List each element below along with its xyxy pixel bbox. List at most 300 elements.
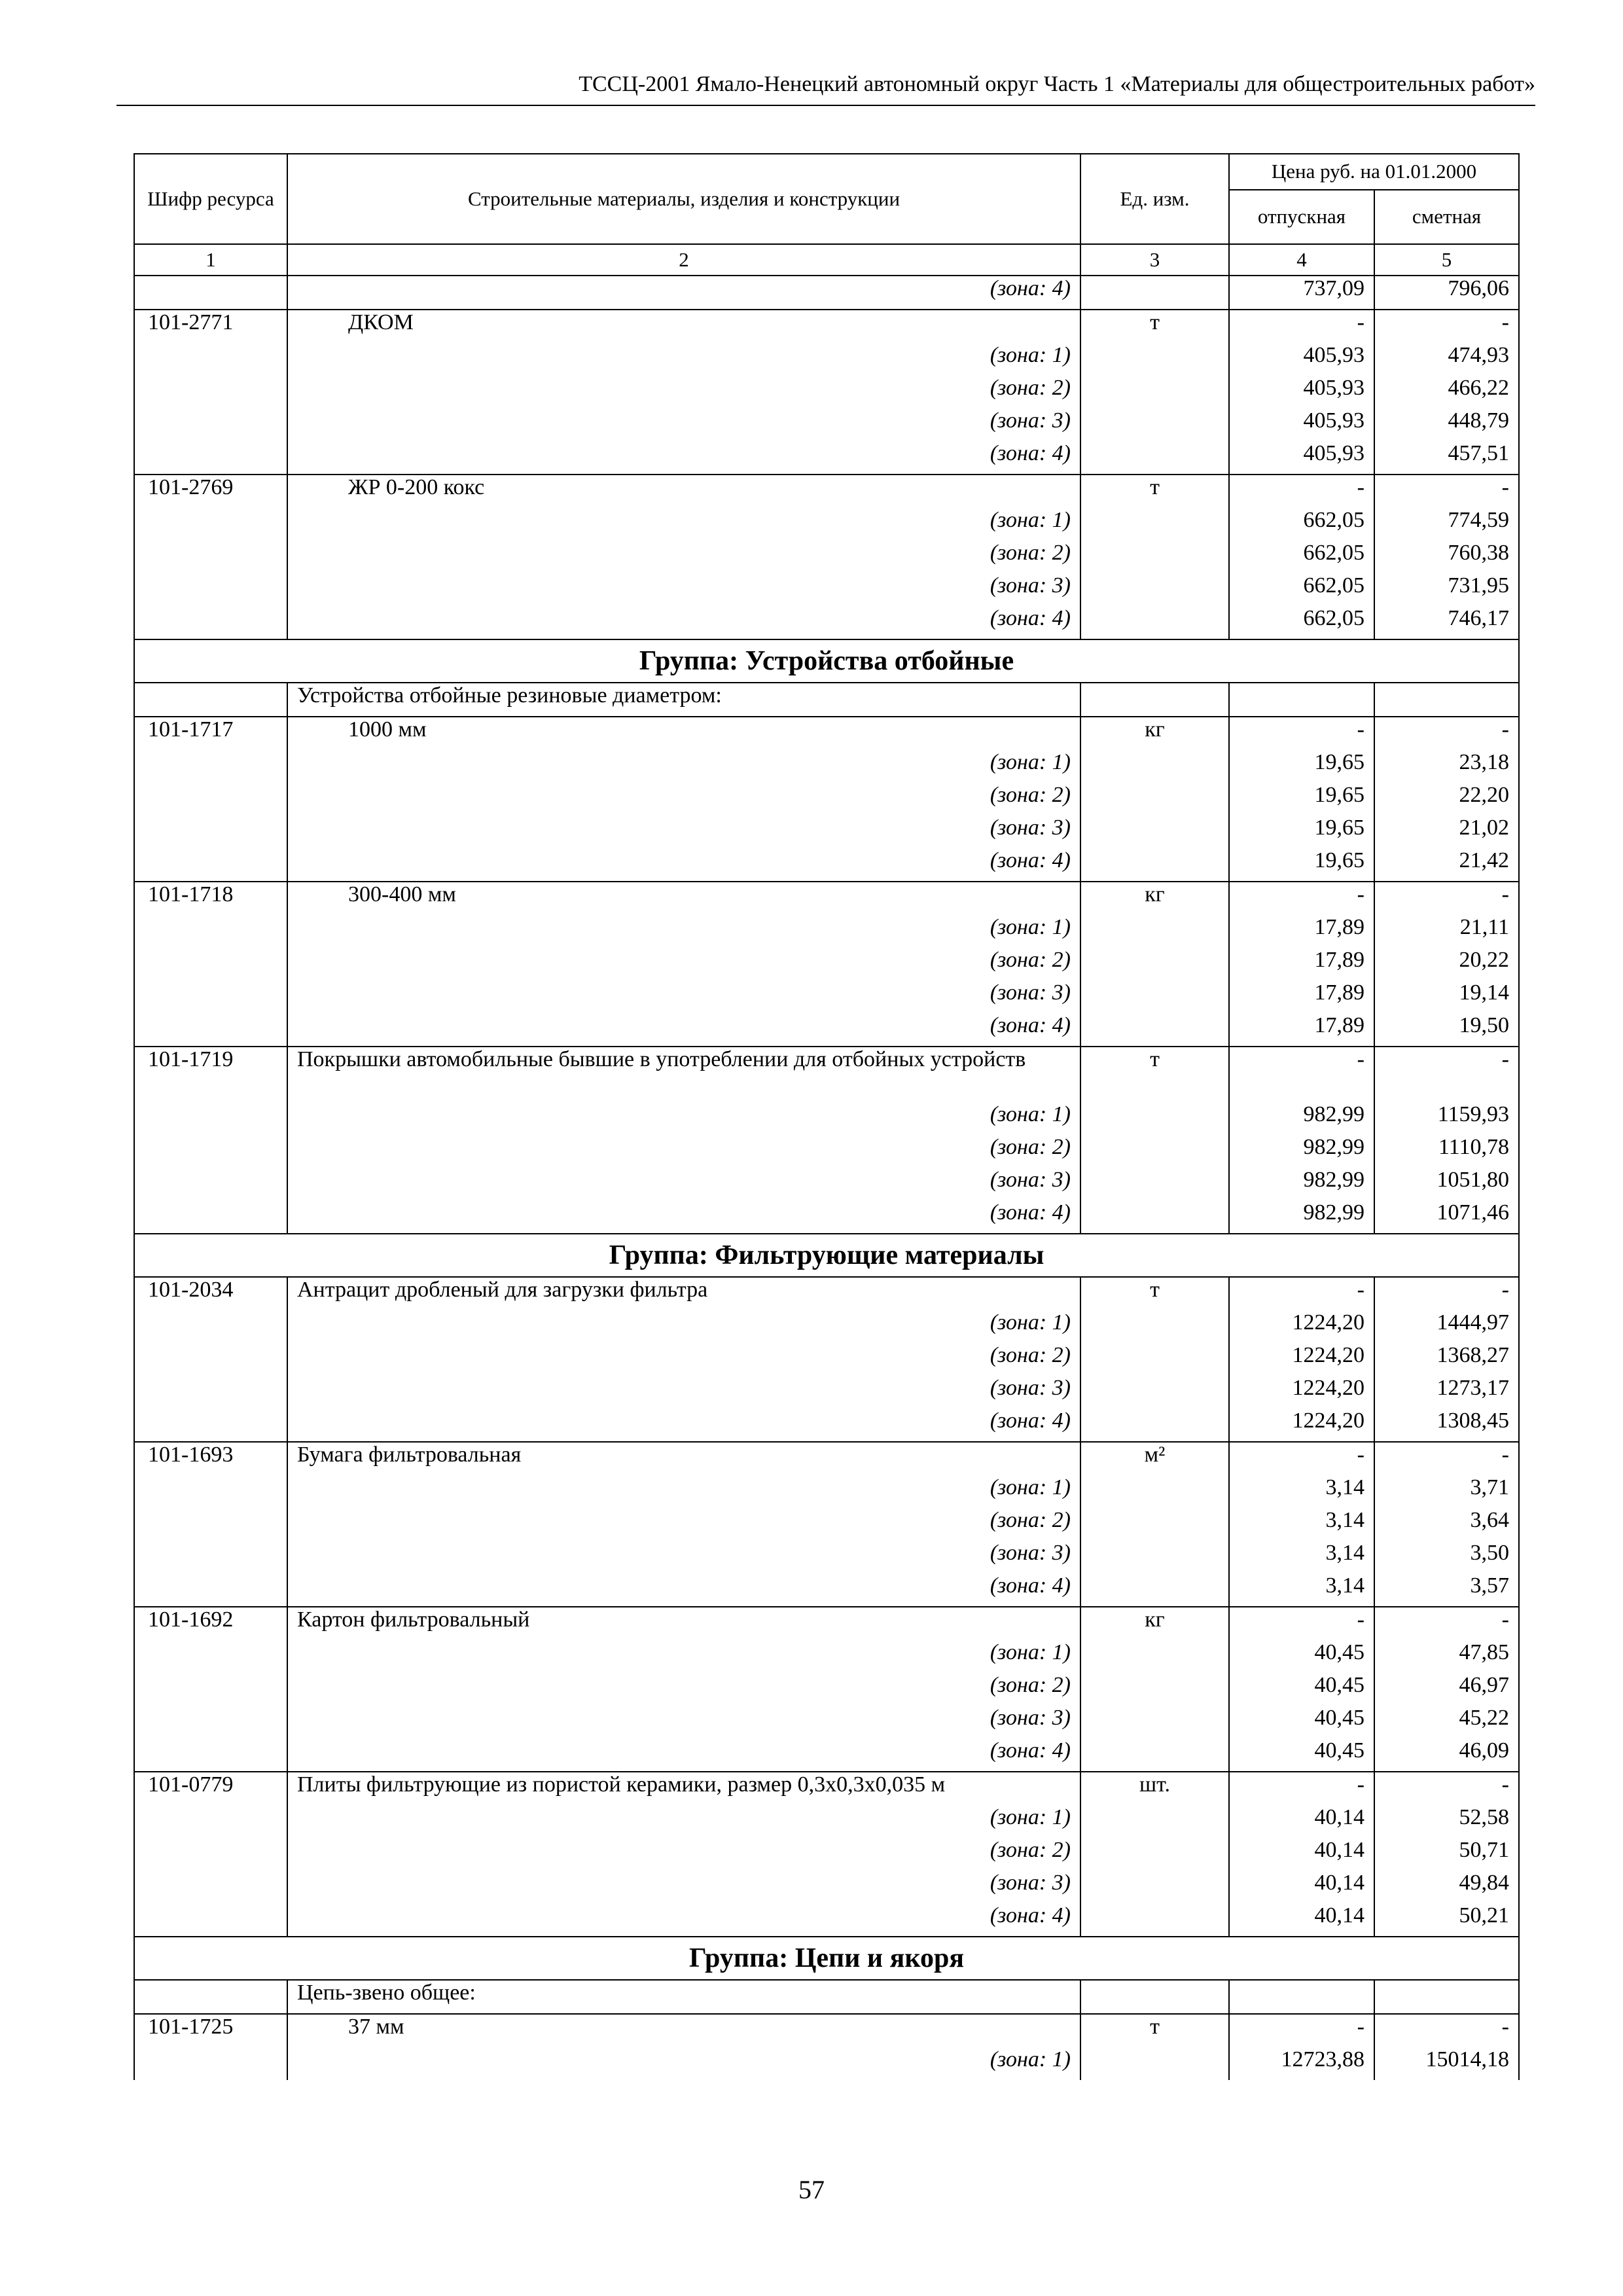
zone-label: (зона: 4) [287,1738,1080,1772]
estimate-price: - [1374,310,1519,343]
release-price: 3,14 [1229,1541,1374,1573]
zone-label: (зона: 1) [287,508,1080,541]
estimate-price: - [1374,1442,1519,1475]
release-price: 1224,20 [1229,1310,1374,1343]
zone-label: (зона: 2) [287,1135,1080,1168]
resource-code: 101-1693 [134,1442,287,1475]
estimate-price: - [1374,882,1519,915]
release-price: 19,65 [1229,783,1374,816]
row-unit [1080,1640,1229,1673]
estimate-price: 15014,18 [1374,2047,1519,2080]
row-code [134,915,287,948]
row-unit [1080,1168,1229,1200]
release-price: - [1229,882,1374,915]
row-code [134,1980,287,2014]
estimate-price: 45,22 [1374,1706,1519,1738]
row-unit [1080,541,1229,573]
column-number: 1 [134,244,287,276]
release-price: 40,45 [1229,1673,1374,1706]
estimate-price: 22,20 [1374,783,1519,816]
estimate-price: 1071,46 [1374,1200,1519,1234]
release-price: 405,93 [1229,408,1374,441]
release-price: 40,14 [1229,1903,1374,1937]
row-unit [1080,1200,1229,1234]
row-code [134,1541,287,1573]
estimate-price: 796,06 [1374,276,1519,310]
release-price: - [1229,475,1374,508]
row-estimate-price [1374,683,1519,717]
zone-label: (зона: 4) [287,1573,1080,1607]
row-code [134,1838,287,1871]
row-unit [1080,783,1229,816]
row-unit [1080,1508,1229,1541]
row-code [134,1168,287,1200]
zone-row [134,1640,1519,1673]
unit: м² [1080,1442,1229,1475]
zone-label: (зона: 3) [287,980,1080,1013]
row-unit [1080,915,1229,948]
row-code [134,1408,287,1442]
group-row [134,1234,1519,1277]
release-price: - [1229,1772,1374,1805]
price-table-container [134,153,1518,2080]
group-row [134,639,1519,683]
estimate-price: - [1374,2014,1519,2047]
zone-row [134,376,1519,408]
row-code [134,980,287,1013]
row-unit [1080,1838,1229,1871]
header-release-price: отпускная [1229,190,1374,244]
zone-label: (зона: 4) [287,606,1080,639]
release-price: 982,99 [1229,1168,1374,1200]
header-material: Строительные материалы, изделия и конструкции [287,154,1080,244]
release-price: - [1229,310,1374,343]
row-code [134,1706,287,1738]
release-price: 662,05 [1229,573,1374,606]
release-price: 40,14 [1229,1838,1374,1871]
zone-row [134,343,1519,376]
row-code [134,573,287,606]
header-estimate-price: сметная [1374,190,1519,244]
row-code [134,816,287,848]
item-row [134,1607,1519,1640]
zone-row [134,606,1519,639]
release-price: 3,14 [1229,1573,1374,1607]
estimate-price: 448,79 [1374,408,1519,441]
zone-label: (зона: 4) [287,1013,1080,1047]
column-number: 4 [1229,244,1374,276]
resource-code: 101-1719 [134,1047,287,1102]
release-price: 17,89 [1229,980,1374,1013]
zone-row [134,276,1519,310]
zone-label: (зона: 2) [287,1673,1080,1706]
zone-label: (зона: 3) [287,1706,1080,1738]
zone-row [134,750,1519,783]
unit: кг [1080,882,1229,915]
zone-row [134,2047,1519,2080]
zone-label: (зона: 4) [287,848,1080,882]
material-name: ЖР 0-200 кокс [287,475,1080,508]
release-price: 40,45 [1229,1640,1374,1673]
row-code [134,683,287,717]
row-unit [1080,948,1229,980]
zone-row [134,1805,1519,1838]
zone-row [134,1310,1519,1343]
row-code [134,1738,287,1772]
unit: т [1080,1277,1229,1310]
zone-row [134,948,1519,980]
release-price: 17,89 [1229,915,1374,948]
zone-row [134,848,1519,882]
row-unit [1080,1573,1229,1607]
zone-label: (зона: 1) [287,1310,1080,1343]
row-unit [1080,816,1229,848]
release-price: 1224,20 [1229,1408,1374,1442]
estimate-price: 23,18 [1374,750,1519,783]
estimate-price: 3,57 [1374,1573,1519,1607]
group-title: Группа: Устройства отбойные [134,639,1519,683]
resource-code: 101-1718 [134,882,287,915]
row-unit [1080,1343,1229,1376]
release-price: 662,05 [1229,541,1374,573]
zone-label: (зона: 2) [287,948,1080,980]
row-code [134,1013,287,1047]
zone-label: (зона: 3) [287,573,1080,606]
zone-label: (зона: 1) [287,1475,1080,1508]
row-code [134,1805,287,1838]
unit: т [1080,475,1229,508]
table-body [134,276,1519,2080]
resource-code: 101-2771 [134,310,287,343]
zone-row [134,1168,1519,1200]
subheading-text: Устройства отбойные резиновые диаметром: [287,683,1080,717]
unit: т [1080,2014,1229,2047]
estimate-price: 1110,78 [1374,1135,1519,1168]
row-unit [1080,606,1229,639]
item-row [134,882,1519,915]
zone-label: (зона: 2) [287,541,1080,573]
row-code [134,276,287,310]
release-price: 405,93 [1229,441,1374,475]
estimate-price: 1273,17 [1374,1376,1519,1408]
zone-label: (зона: 3) [287,1541,1080,1573]
row-unit [1080,1871,1229,1903]
material-name: 1000 мм [287,717,1080,750]
zone-row [134,1706,1519,1738]
zone-label: (зона: 1) [287,1805,1080,1838]
zone-label: (зона: 4) [287,1408,1080,1442]
estimate-price: 21,42 [1374,848,1519,882]
resource-code: 101-1692 [134,1607,287,1640]
item-row [134,1047,1519,1102]
row-code [134,848,287,882]
resource-code: 101-2034 [134,1277,287,1310]
estimate-price: 47,85 [1374,1640,1519,1673]
zone-label: (зона: 1) [287,2047,1080,2080]
row-unit [1080,1903,1229,1937]
row-unit [1080,508,1229,541]
estimate-price: 50,21 [1374,1903,1519,1937]
zone-label: (зона: 4) [287,1200,1080,1234]
zone-label: (зона: 4) [287,276,1080,310]
estimate-price: 746,17 [1374,606,1519,639]
zone-row [134,541,1519,573]
zone-row [134,441,1519,475]
row-unit [1080,441,1229,475]
release-price: 1224,20 [1229,1376,1374,1408]
row-unit [1080,1135,1229,1168]
material-name: Плиты фильтрующие из пористой керамики, размер 0,3х0,3х0,035 м [287,1772,1080,1805]
zone-row [134,1738,1519,1772]
row-code [134,1135,287,1168]
release-price: 982,99 [1229,1135,1374,1168]
zone-row [134,915,1519,948]
material-name: 37 мм [287,2014,1080,2047]
row-code [134,1310,287,1343]
unit: т [1080,310,1229,343]
row-unit [1080,1706,1229,1738]
zone-label: (зона: 1) [287,1102,1080,1135]
row-code [134,441,287,475]
zone-label: (зона: 3) [287,1168,1080,1200]
item-row [134,1442,1519,1475]
header-unit: Ед. изм. [1080,154,1229,244]
zone-row [134,573,1519,606]
row-unit [1080,2047,1229,2080]
row-unit [1080,1376,1229,1408]
row-unit [1080,1541,1229,1573]
estimate-price: 3,71 [1374,1475,1519,1508]
row-unit [1080,683,1229,717]
estimate-price: 1444,97 [1374,1310,1519,1343]
release-price: 40,14 [1229,1871,1374,1903]
estimate-price: 760,38 [1374,541,1519,573]
release-price: 982,99 [1229,1102,1374,1135]
zone-row [134,1903,1519,1937]
estimate-price: 457,51 [1374,441,1519,475]
zone-label: (зона: 2) [287,1838,1080,1871]
row-code [134,1903,287,1937]
zone-row [134,816,1519,848]
row-code [134,750,287,783]
estimate-price: 50,71 [1374,1838,1519,1871]
zone-label: (зона: 3) [287,1376,1080,1408]
item-row [134,1772,1519,1805]
zone-row [134,1102,1519,1135]
material-name: Бумага фильтровальная [287,1442,1080,1475]
release-price: 40,45 [1229,1706,1374,1738]
unit: кг [1080,1607,1229,1640]
zone-label: (зона: 2) [287,783,1080,816]
estimate-price: 1308,45 [1374,1408,1519,1442]
row-code [134,408,287,441]
unit: шт. [1080,1772,1229,1805]
row-code [134,508,287,541]
estimate-price: - [1374,1047,1519,1102]
estimate-price: - [1374,1607,1519,1640]
estimate-price: 52,58 [1374,1805,1519,1838]
estimate-price: 731,95 [1374,573,1519,606]
estimate-price: 774,59 [1374,508,1519,541]
zone-row [134,1343,1519,1376]
row-estimate-price [1374,1980,1519,2014]
zone-label: (зона: 3) [287,408,1080,441]
zone-row [134,1541,1519,1573]
zone-label: (зона: 3) [287,1871,1080,1903]
row-unit [1080,1980,1229,2014]
estimate-price: - [1374,717,1519,750]
row-code [134,1200,287,1234]
row-unit [1080,1013,1229,1047]
row-release-price [1229,1980,1374,2014]
row-unit [1080,1408,1229,1442]
row-unit [1080,848,1229,882]
zone-row [134,508,1519,541]
column-number: 2 [287,244,1080,276]
group-title: Группа: Цепи и якоря [134,1937,1519,1980]
release-price: 662,05 [1229,606,1374,639]
zone-row [134,1673,1519,1706]
release-price: 17,89 [1229,948,1374,980]
resource-code: 101-1717 [134,717,287,750]
zone-row [134,980,1519,1013]
row-code [134,1102,287,1135]
release-price: - [1229,2014,1374,2047]
page-number: 57 [798,2175,825,2204]
estimate-price: 1051,80 [1374,1168,1519,1200]
release-price: - [1229,1047,1374,1102]
material-name: Картон фильтровальный [287,1607,1080,1640]
release-price: 982,99 [1229,1200,1374,1234]
row-code [134,1573,287,1607]
running-header: ТССЦ-2001 Ямало-Ненецкий автономный округ Часть 1 «Материалы для общестроительных работ» [116,71,1535,106]
item-row [134,717,1519,750]
estimate-price: 21,02 [1374,816,1519,848]
unit: т [1080,1047,1229,1102]
row-code [134,343,287,376]
estimate-price: 19,50 [1374,1013,1519,1047]
row-unit [1080,1805,1229,1838]
release-price: 17,89 [1229,1013,1374,1047]
estimate-price: 474,93 [1374,343,1519,376]
zone-label: (зона: 1) [287,343,1080,376]
group-row [134,1937,1519,1980]
resource-code: 101-0779 [134,1772,287,1805]
row-unit [1080,1738,1229,1772]
zone-row [134,1013,1519,1047]
row-unit [1080,1102,1229,1135]
item-row [134,310,1519,343]
row-code [134,1343,287,1376]
zone-row [134,1838,1519,1871]
row-unit [1080,1310,1229,1343]
estimate-price: 49,84 [1374,1871,1519,1903]
zone-label: (зона: 2) [287,376,1080,408]
resource-code: 101-2769 [134,475,287,508]
item-row [134,475,1519,508]
zone-label: (зона: 2) [287,1508,1080,1541]
zone-row [134,408,1519,441]
release-price: 1224,20 [1229,1343,1374,1376]
zone-row [134,1376,1519,1408]
release-price: 40,14 [1229,1805,1374,1838]
row-code [134,2047,287,2080]
row-code [134,541,287,573]
row-code [134,1871,287,1903]
estimate-price: - [1374,1772,1519,1805]
material-name: Покрышки автомобильные бывшие в употреблении для отбойных устройств [287,1047,1080,1102]
release-price: 662,05 [1229,508,1374,541]
zone-row [134,1475,1519,1508]
row-code [134,1673,287,1706]
row-code [134,783,287,816]
column-number: 3 [1080,244,1229,276]
zone-label: (зона: 4) [287,441,1080,475]
release-price: 737,09 [1229,276,1374,310]
zone-row [134,1871,1519,1903]
estimate-price: 3,50 [1374,1541,1519,1573]
zone-row [134,1135,1519,1168]
zone-label: (зона: 1) [287,1640,1080,1673]
release-price: 3,14 [1229,1508,1374,1541]
release-price: - [1229,717,1374,750]
estimate-price: 1368,27 [1374,1343,1519,1376]
zone-label: (зона: 2) [287,1343,1080,1376]
zone-row [134,1508,1519,1541]
estimate-price: 3,64 [1374,1508,1519,1541]
row-code [134,606,287,639]
estimate-price: 466,22 [1374,376,1519,408]
price-table [134,153,1520,2080]
estimate-price: 19,14 [1374,980,1519,1013]
zone-label: (зона: 4) [287,1903,1080,1937]
release-price: 40,45 [1229,1738,1374,1772]
zone-row [134,1200,1519,1234]
material-name: ДКОМ [287,310,1080,343]
release-price: - [1229,1607,1374,1640]
release-price: 405,93 [1229,343,1374,376]
row-code [134,1376,287,1408]
zone-label: (зона: 3) [287,816,1080,848]
column-number: 5 [1374,244,1519,276]
subheading-text: Цепь-звено общее: [287,1980,1080,2014]
release-price: 19,65 [1229,750,1374,783]
row-unit [1080,980,1229,1013]
release-price: - [1229,1442,1374,1475]
group-title: Группа: Фильтрующие материалы [134,1234,1519,1277]
row-unit [1080,1673,1229,1706]
row-code [134,1640,287,1673]
row-code [134,1475,287,1508]
unit: кг [1080,717,1229,750]
release-price: 19,65 [1229,816,1374,848]
row-unit [1080,573,1229,606]
header-code: Шифр ресурса [134,154,287,244]
release-price: - [1229,1277,1374,1310]
row-code [134,376,287,408]
subheading-row [134,683,1519,717]
estimate-price: 20,22 [1374,948,1519,980]
row-release-price [1229,683,1374,717]
subheading-row [134,1980,1519,2014]
row-code [134,948,287,980]
zone-label: (зона: 1) [287,915,1080,948]
release-price: 405,93 [1229,376,1374,408]
estimate-price: 46,09 [1374,1738,1519,1772]
item-row [134,1277,1519,1310]
material-name: Антрацит дробленый для загрузки фильтра [287,1277,1080,1310]
zone-row [134,783,1519,816]
